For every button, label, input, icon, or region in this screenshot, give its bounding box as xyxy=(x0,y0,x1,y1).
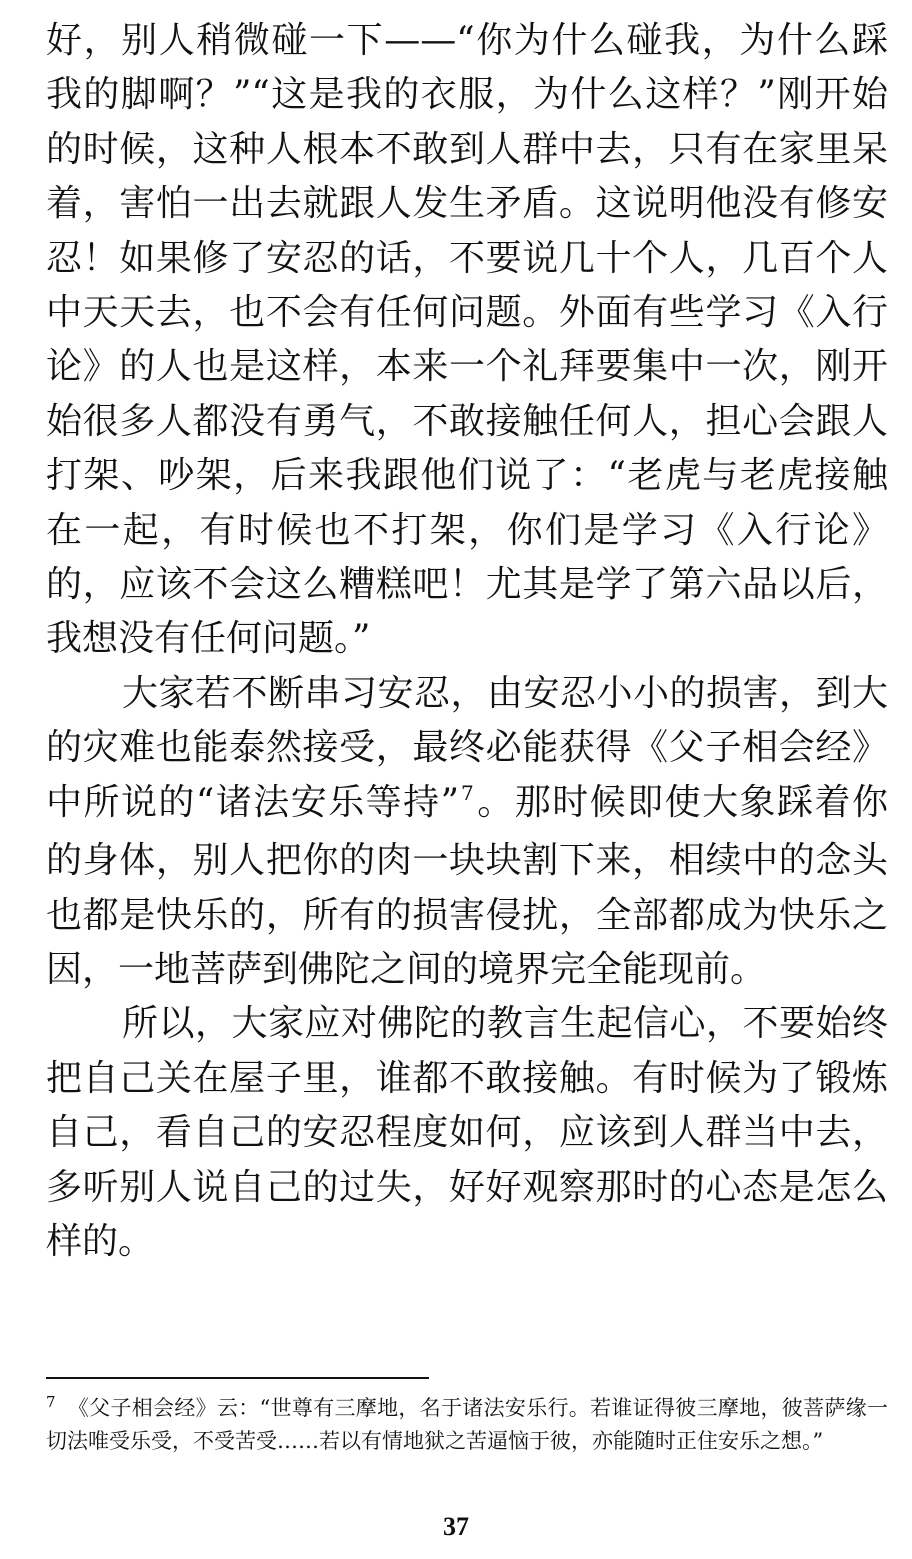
footnote-reference: 7 xyxy=(461,780,474,805)
paragraph-2-text-b: 。那时候即使大象踩着你的身体，别人把你的肉一块块割下来，相续中的念头也都是快乐的，所有的损害侵扰，全部都成为快乐之因，一地菩萨到佛陀之间的境界完全能现前。 xyxy=(46,781,888,990)
page-number: 37 xyxy=(443,1512,469,1541)
paragraph-2-text-a: 大家若不断串习安忍，由安忍小小的损害，到大的灾难也能泰然接受，最终必能获得《父子相会经》中所说的“诸法安乐等持” xyxy=(46,672,888,823)
footnote-number: 7 xyxy=(46,1393,56,1411)
footnote-divider xyxy=(46,1377,429,1379)
paragraph-1: 好，别人稍微碰一下——“你为什么碰我，为什么踩我的脚啊？”“这是我的衣服，为什么这样？”刚开始的时候，这种人根本不敢到人群中去，只有在家里呆着，害怕一出去就跟人发生矛盾。这说明他没有修安忍！如果修了安忍的话，不要说几十个人，几百个人中天天去，也不会有任何问题。外面有些学习《入行论》的人也是这样，本来一个礼拜要集中一次，刚开始很多人都没有勇气，不敢接触任何人，担心会跟人打架、吵架，后来我跟他们说了：“老虎与老虎接触在一起，有时候也不打架，你们是学习《入行论》的，应该不会这么糟糕吧！尤其是学了第六品以后，我想没有任何问题。” xyxy=(46,20,888,660)
paragraph-3: 所以，大家应对佛陀的教言生起信心，不要始终把自己关在屋子里，谁都不敢接触。有时候为了锻炼自己，看自己的安忍程度如何，应该到人群当中去，多听别人说自己的过失，好好观察那时的心态是怎么样的。 xyxy=(46,1003,888,1262)
footnote xyxy=(46,1393,888,1457)
main-text xyxy=(46,14,888,1269)
paragraph-2 xyxy=(46,667,888,997)
footnote-text: 《父子相会经》云：“世尊有三摩地，名于诸法安乐行。若谁证得彼三摩地，彼菩萨缘一切法唯受乐受，不受苦受……若以有情地狱之苦逼恼于彼，亦能随时正住安乐之想。” xyxy=(46,1396,888,1453)
